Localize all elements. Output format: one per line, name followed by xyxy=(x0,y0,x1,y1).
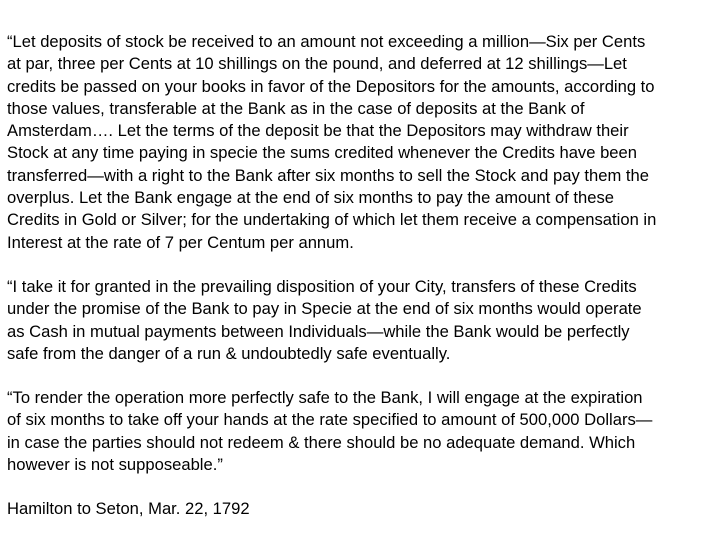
text-line: Interest at the rate of 7 per Centum per annum. xyxy=(7,232,354,252)
text-line: “Let deposits of stock be received to an amount not exceeding a million—Six per Cents xyxy=(7,32,646,51)
text-line: those values, transferable at the Bank as in the case of deposits at the Bank of xyxy=(7,98,585,118)
text-line: Stock at any time paying in specie the sums credited whenever the Credits have been xyxy=(7,143,637,163)
text-line: as Cash in mutual payments between Individuals—while the Bank would be perfectly xyxy=(7,321,630,341)
document-body xyxy=(7,31,718,521)
text-line: transferred—with a right to the Bank after six months to sell the Stock and pay them the xyxy=(7,165,649,185)
quote-paragraph-2 xyxy=(7,276,718,365)
quote-paragraph-1 xyxy=(7,31,718,254)
text-line: “I take it for granted in the prevailing disposition of your City, transfers of these Credits xyxy=(7,276,637,296)
text-line: Amsterdam…. Let the terms of the deposit be that the Depositors may withdraw their xyxy=(7,121,629,141)
text-line: however is not supposeable.” xyxy=(7,455,223,475)
quote-paragraph-3 xyxy=(7,387,718,476)
text-line: at par, three per Cents at 10 shillings on the pound, and deferred at 12 shillings—Let xyxy=(7,54,627,74)
text-line: safe from the danger of a run & undoubtedly safe eventually. xyxy=(7,343,451,363)
citation-text: Hamilton to Seton, Mar. 22, 1792 xyxy=(7,499,250,519)
text-line: of six months to take off your hands at the rate specified to amount of 500,000 Dollars— xyxy=(7,410,653,430)
text-line: Credits in Gold or Silver; for the undertaking of which let them receive a compensation in xyxy=(7,210,657,230)
text-line: credits be passed on your books in favor of the Depositors for the amounts, according to xyxy=(7,76,655,96)
text-line: overplus. Let the Bank engage at the end of six months to pay the amount of these xyxy=(7,188,614,208)
citation xyxy=(7,498,718,520)
text-line: “To render the operation more perfectly safe to the Bank, I will engage at the expiration xyxy=(7,388,643,408)
text-line: in case the parties should not redeem & there should be no adequate demand. Which xyxy=(7,432,636,452)
text-line: under the promise of the Bank to pay in Specie at the end of six months would operate xyxy=(7,299,642,319)
